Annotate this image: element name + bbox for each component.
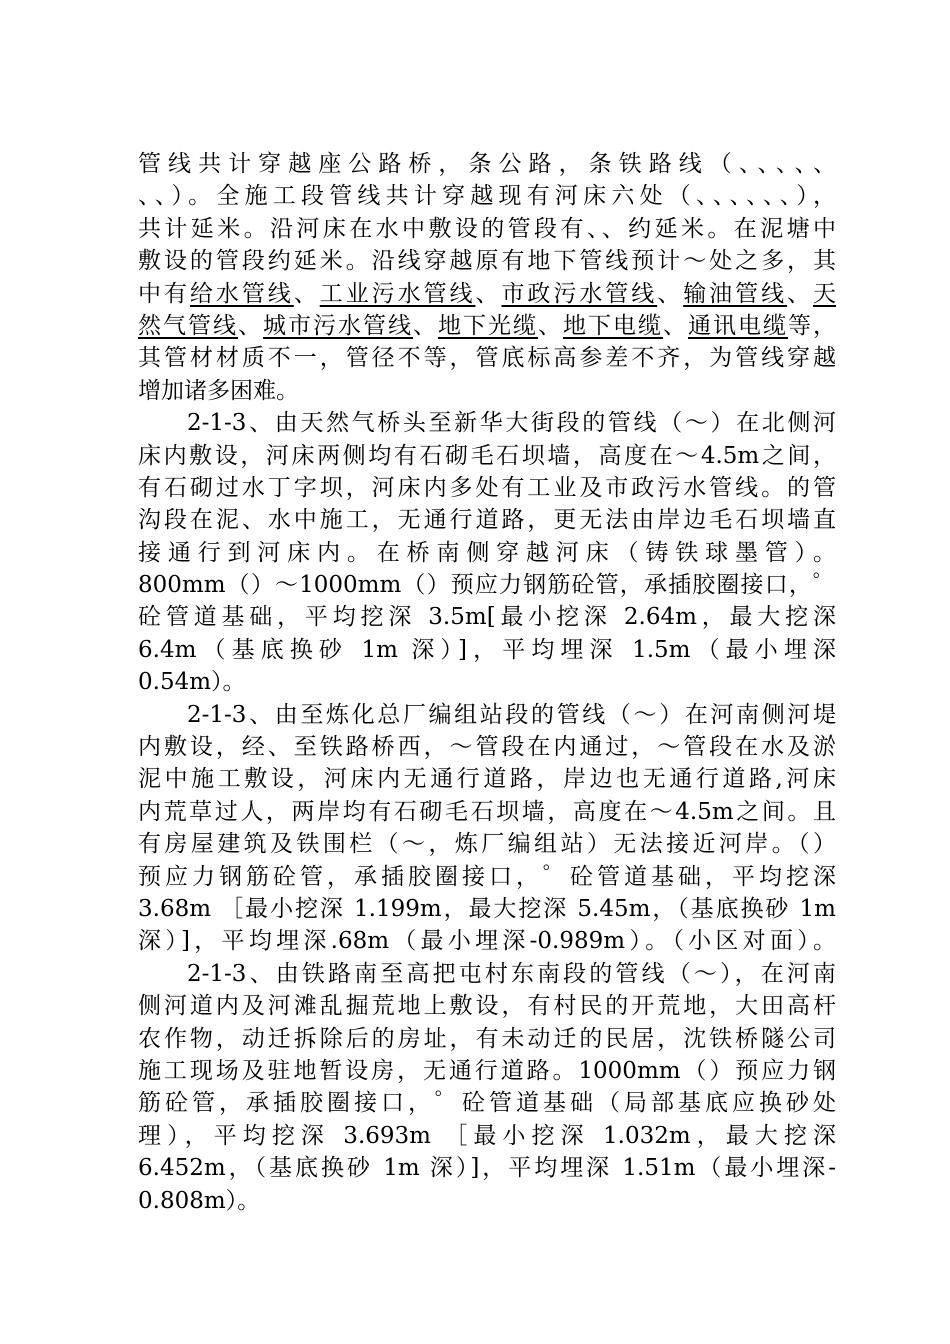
text-segment: 内荒草过人，两岸均有石砌毛石坝墙，高度在～4.5m之间。且 <box>138 798 836 825</box>
text-segment: 等， <box>788 312 836 339</box>
underlined-term: 市政污水管线 <box>501 280 658 307</box>
text-segment: 其管材材质不一，管径不等，管底标高参差不齐，为管线穿越 <box>138 345 836 372</box>
text-line <box>138 537 836 569</box>
underlined-term: 地下光缆 <box>438 312 538 339</box>
text-line <box>138 504 836 536</box>
text-segment: 敷设的管段约延米。沿线穿越原有地下管线预计～处之多，其 <box>138 248 836 275</box>
text-segment: 床内敷设，河床两侧均有石砌毛石坝墙，高度在～4.5m之间， <box>138 442 836 469</box>
text-segment: 、 <box>663 312 688 339</box>
text-segment: 中有 <box>138 280 190 307</box>
text-segment: 、 <box>538 312 563 339</box>
text-segment: 、 <box>293 280 320 307</box>
text-line <box>138 796 836 828</box>
text-segment: 0.808m）。 <box>138 1187 261 1214</box>
text-line <box>138 699 836 731</box>
text-line <box>138 861 836 893</box>
text-segment: 侧河道内及河滩乱掘荒地上敷设，有村民的开荒地，大田高杆 <box>138 993 836 1020</box>
underlined-term: 给水管线 <box>189 280 294 307</box>
text-line <box>138 828 836 860</box>
text-line <box>138 925 836 957</box>
text-segment: 增加诸多困难。 <box>138 377 299 404</box>
text-line <box>138 666 836 698</box>
text-line <box>138 990 836 1022</box>
text-line <box>138 213 836 245</box>
text-segment: 筋砼管，承插胶圈接口，゜砼管道基础（局部基底应换砂处 <box>138 1090 836 1117</box>
text-line <box>138 634 836 666</box>
text-line <box>138 310 836 342</box>
text-line <box>138 278 836 310</box>
text-segment: 预应力钢筋砼管，承插胶圈接口，゜砼管道基础，平均挖深 <box>138 863 836 890</box>
text-line <box>138 472 836 504</box>
text-segment: 泥中施工敷设，河床内无通行道路，岸边也无通行道路,河床 <box>138 766 836 793</box>
text-segment: 800mm（）～1000mm（）预应力钢筋砼管，承插胶圈接口，゜ <box>138 572 836 599</box>
text-line <box>138 763 836 795</box>
text-segment: 、 <box>787 280 814 307</box>
text-segment: 、 <box>413 312 438 339</box>
text-line <box>138 342 836 374</box>
text-line <box>138 958 836 990</box>
text-segment: 3.68m ［最小挖深 1.199m，最大挖深 5.45m，（基底换砂 1m <box>138 895 836 922</box>
text-line <box>138 569 836 601</box>
text-line <box>138 180 836 212</box>
text-line <box>138 148 836 180</box>
underlined-term: 工业污水管线 <box>319 280 476 307</box>
text-line <box>138 1152 836 1184</box>
text-segment: 接通行到河床内。在桥南侧穿越河床（铸铁球墨管）。 <box>138 539 836 566</box>
text-segment: 2-1-3、由至炼化总厂编组站段的管线（～）在河南侧河堤 <box>187 701 836 728</box>
text-segment: 、、）。全施工段管线共计穿越现有河床六处（、、、、、、）， <box>138 183 836 210</box>
underlined-term: 城市污水管线 <box>263 312 413 339</box>
text-line <box>138 1055 836 1087</box>
text-segment: 管线共计穿越座公路桥，条公路，条铁路线（、、、、、 <box>138 151 836 177</box>
text-segment: 砼管道基础，平均挖深 3.5m[最小挖深 2.64m，最大挖深 <box>138 604 836 631</box>
underlined-term: 通讯电缆 <box>688 312 788 339</box>
underlined-term: 然气管线 <box>138 312 238 339</box>
text-line <box>138 601 836 633</box>
text-line <box>138 407 836 439</box>
underlined-term: 输油管线 <box>683 280 788 307</box>
text-line <box>138 1185 836 1217</box>
text-segment: 2-1-3、由天然气桥头至新华大街段的管线（～）在北侧河 <box>187 410 836 437</box>
text-segment: 2-1-3、由铁路南至高把屯村东南段的管线（～），在河南 <box>187 960 836 987</box>
text-line <box>138 1087 836 1119</box>
text-line <box>138 440 836 472</box>
text-line <box>138 1120 836 1152</box>
text-segment: 理），平均挖深 3.693m ［最小挖深 1.032m，最大挖深 <box>138 1122 836 1149</box>
underlined-term: 天 <box>813 280 837 307</box>
text-segment: 、 <box>657 280 684 307</box>
text-segment: 、 <box>475 280 502 307</box>
text-line <box>138 731 836 763</box>
text-segment: 6.452m，（基底换砂 1m 深）]，平均埋深 1.51m（最小埋深- <box>138 1155 836 1182</box>
text-segment: 6.4m（基底换砂 1m 深）]，平均埋深 1.5m（最小埋深 <box>138 636 836 663</box>
text-line <box>138 375 836 407</box>
text-segment: 农作物，动迁拆除后的房址，有未动迁的民居，沈铁桥隧公司 <box>138 1025 836 1052</box>
underlined-term: 地下电缆 <box>563 312 663 339</box>
document-body <box>138 148 836 1217</box>
text-segment: 施工现场及驻地暂设房，无通行道路。1000mm（）预应力钢 <box>138 1057 836 1084</box>
text-segment: 有石砌过水丁字坝，河床内多处有工业及市政污水管线。的管 <box>138 474 836 501</box>
text-segment: 深）]，平均埋深.68m（最小埋深-0.989m）。（小区对面）。 <box>138 928 836 955</box>
text-segment: 内敷设，经、至铁路桥西，～管段在内通过，～管段在水及淤 <box>138 734 836 761</box>
text-segment: 共计延米。沿河床在水中敷设的管段有、、约延米。在泥塘中 <box>138 215 836 242</box>
text-segment: 有房屋建筑及铁围栏（～，炼厂编组站）无法接近河岸。（） <box>138 831 836 858</box>
text-line <box>138 1023 836 1055</box>
text-segment: 、 <box>238 312 263 339</box>
text-segment: 沟段在泥、水中施工，无通行道路，更无法由岸边毛石坝墙直 <box>138 507 836 534</box>
text-line <box>138 893 836 925</box>
text-line <box>138 245 836 277</box>
text-segment: 0.54m）。 <box>138 669 246 696</box>
